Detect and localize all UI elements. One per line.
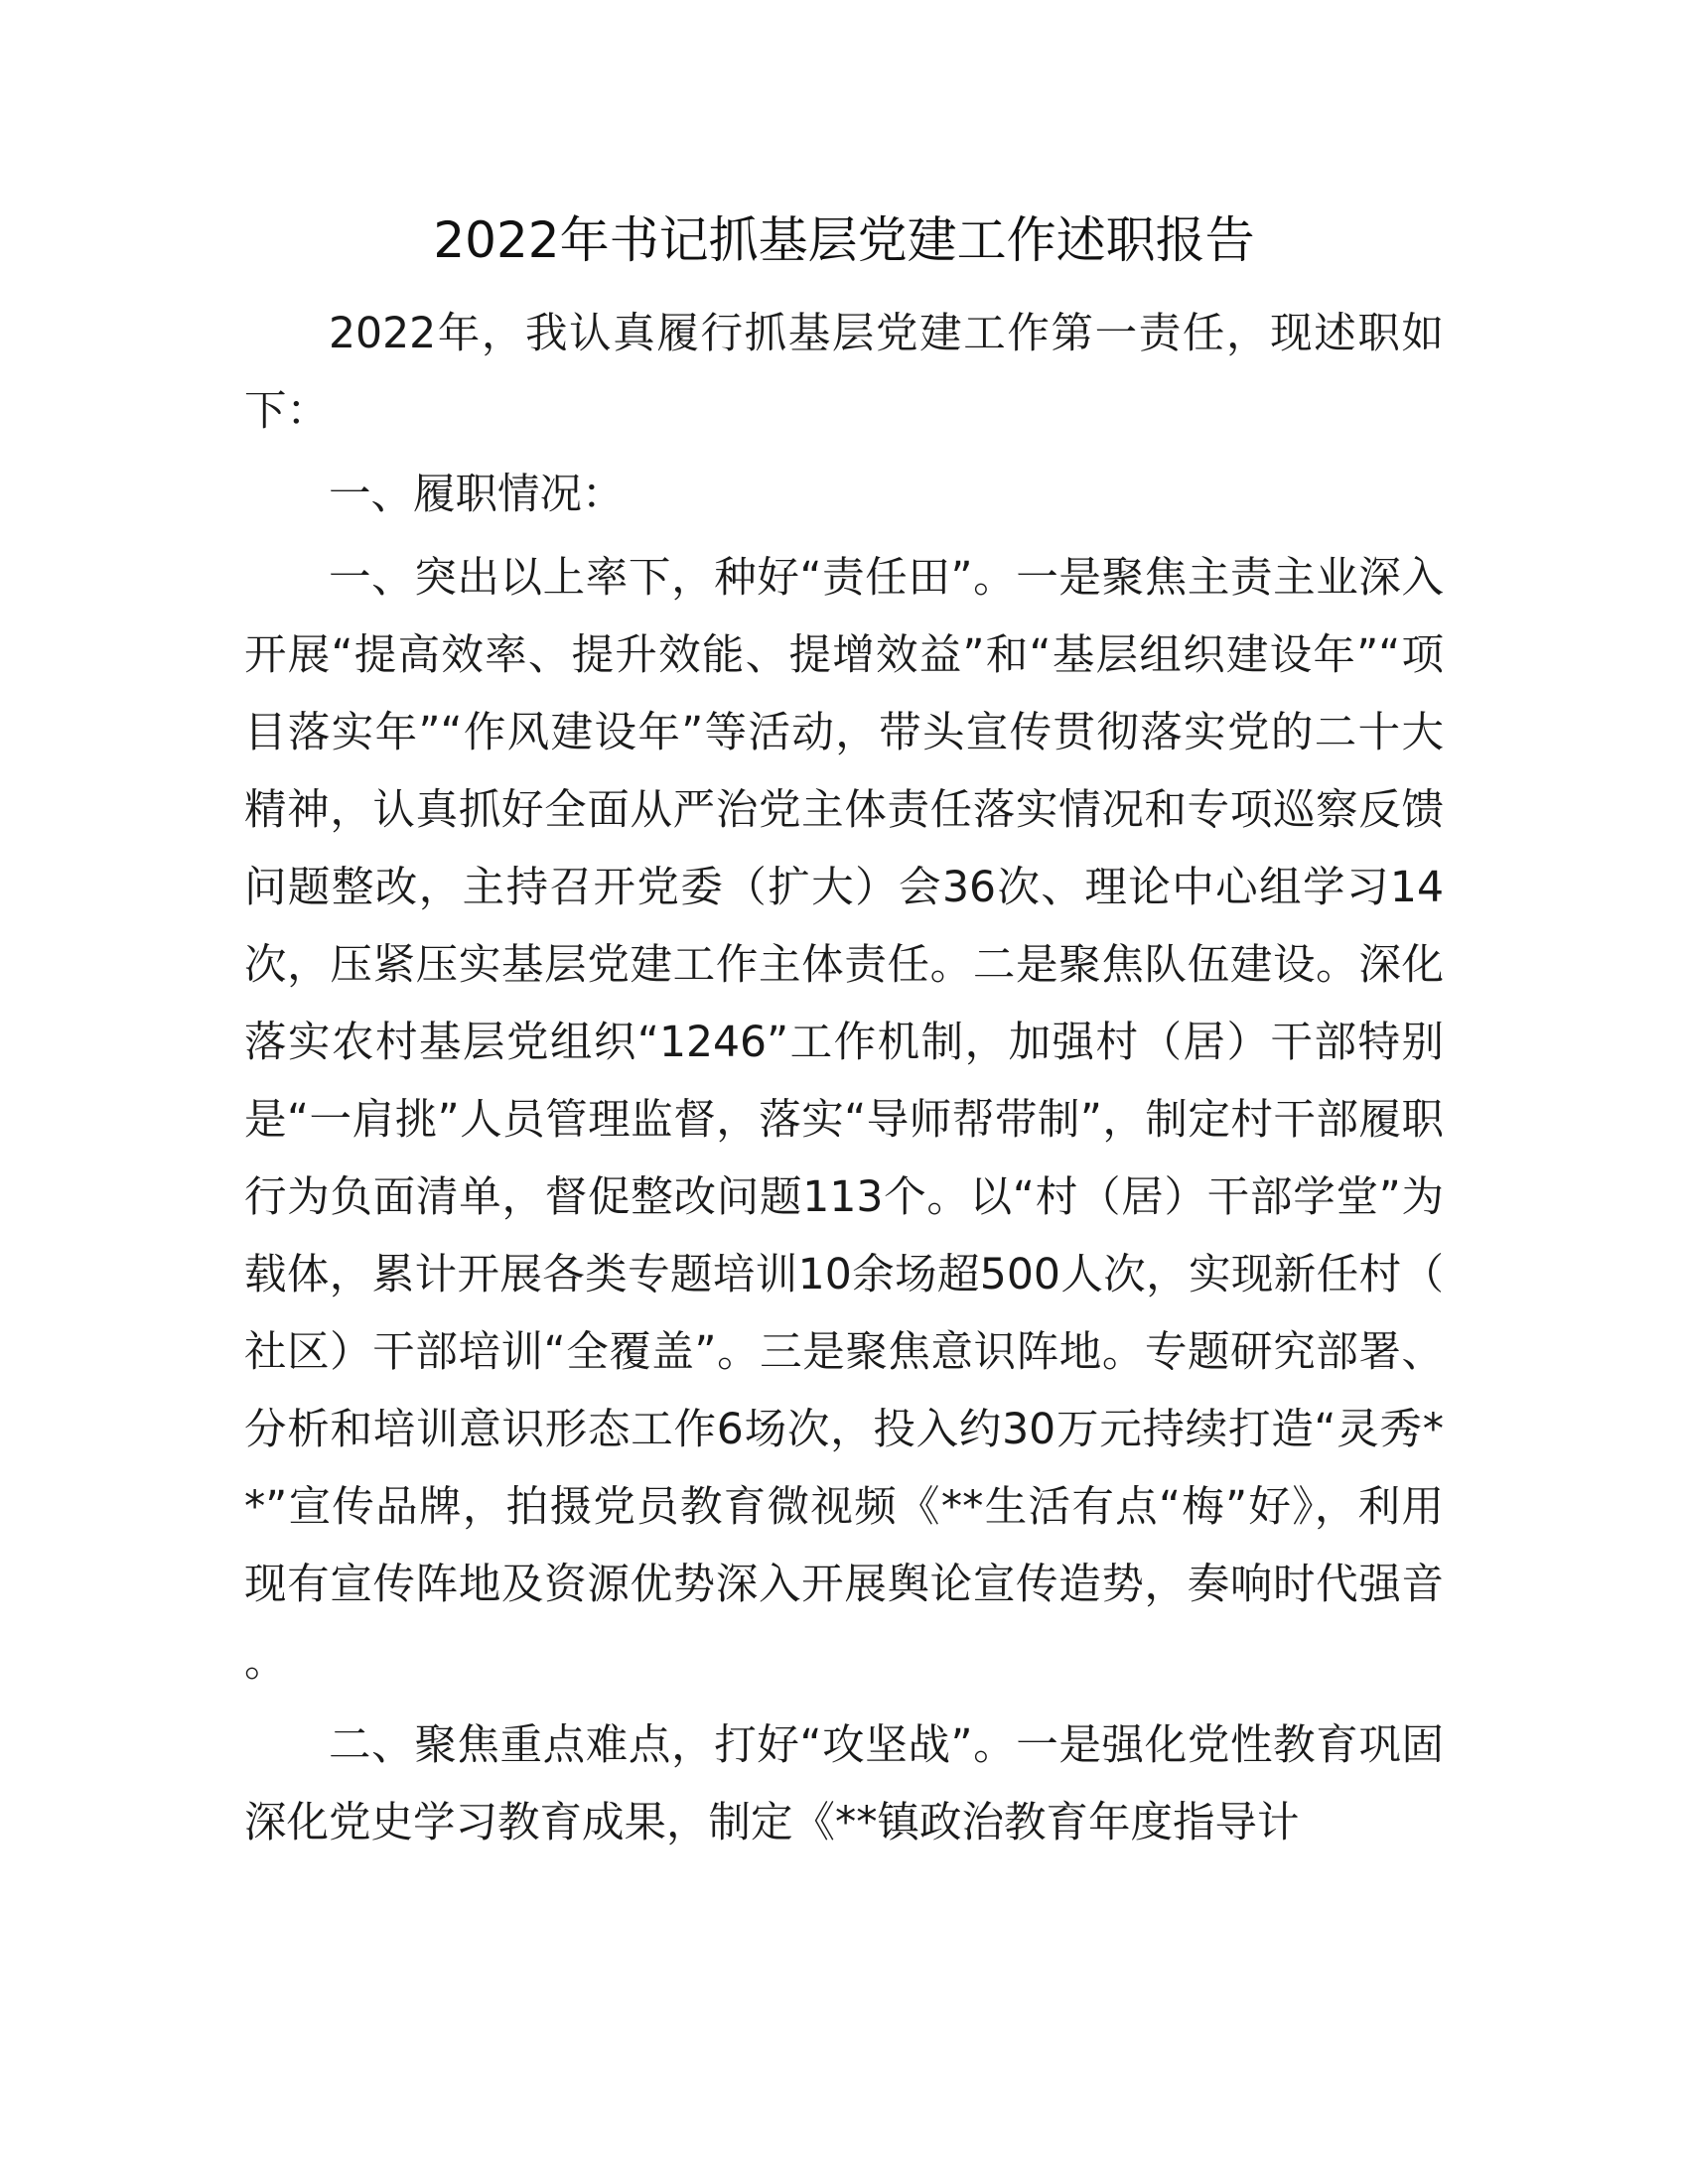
section-paragraph-1: 一、突出以上率下，种好“责任田”。一是聚焦主责主业深入开展“提高效率、提升效能、提增效益”和“基层组织建设年”“项目落实年”“作风建设年”等活动，带头宣传贯彻落实党的二十大精神，认真抓好全面从严治党主体责任落实情况和专项巡察反馈问题整改，主持召开党委（扩大）会36次、理论中心组学习14次，压紧压实基层党建工作主体责任。二是聚焦队伍建设。深化落实农村基层党组织“1246”工作机制，加强村（居）干部特别是“一肩挑”人员管理监督，落实“导师帮带制”，制定村干部履职行为负面清单，督促整改问题113个。以“村（居）干部学堂”为载体，累计开展各类专题培训10余场超500人次，实现新任村（社区）干部培训“全覆盖”。三是聚焦意识阵地。专题研究部署、分析和培训意识形态工作6场次，投入约30万元持续打造“灵秀**”宣传品牌，拍摄党员教育微视频《**生活有点“梅”好》，利用现有宣传阵地及资源优势深入开展舆论宣传造势，奏响时代强音。 (244, 554, 1444, 1687)
section-heading-duty: 一、履职情况： (329, 471, 625, 519)
document-body (244, 296, 1444, 1862)
document-title: 2022年书记抓基层党建工作述职报告 (433, 211, 1255, 269)
section-paragraph-2: 二、聚焦重点难点，打好“攻坚战”。一是强化党性教育巩固深化党史学习教育成果，制定《**镇政治教育年度指导计 (244, 1721, 1444, 1847)
intro-paragraph: 2022年，我认真履行抓基层党建工作第一责任，现述职如下： (244, 310, 1444, 436)
